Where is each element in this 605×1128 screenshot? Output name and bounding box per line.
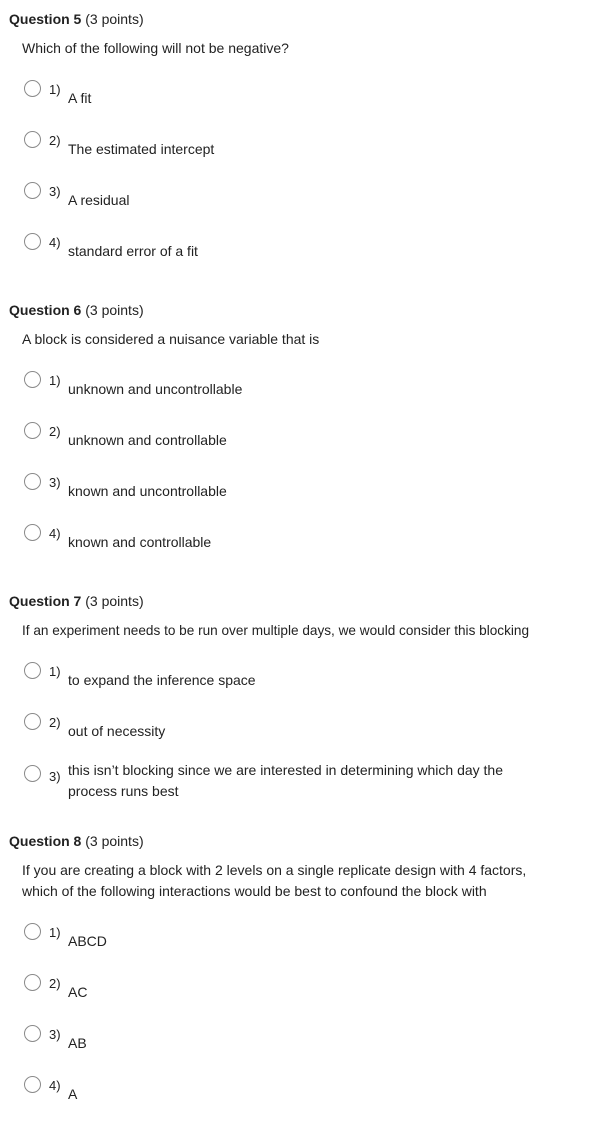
option-label: standard error of a fit bbox=[68, 243, 198, 259]
option-number: 3) bbox=[49, 184, 61, 199]
option-label: AB bbox=[68, 1035, 87, 1051]
question-title: Question 7 bbox=[9, 593, 82, 609]
radio-button[interactable] bbox=[24, 662, 41, 679]
question-prompt: A block is considered a nuisance variable that is bbox=[22, 331, 320, 347]
question-points: (3 points) bbox=[85, 302, 144, 318]
radio-button[interactable] bbox=[24, 524, 41, 541]
option-number: 1) bbox=[49, 925, 61, 940]
option-label: unknown and controllable bbox=[68, 432, 227, 448]
option-number: 4) bbox=[49, 235, 61, 250]
option-label: out of necessity bbox=[68, 723, 166, 739]
answer-option[interactable] bbox=[24, 524, 584, 564]
radio-button[interactable] bbox=[24, 765, 41, 782]
option-number: 2) bbox=[49, 976, 61, 991]
option-label: A fit bbox=[68, 90, 92, 106]
radio-button[interactable] bbox=[24, 182, 41, 199]
answer-option[interactable] bbox=[24, 233, 584, 273]
option-label: known and controllable bbox=[68, 534, 212, 550]
radio-button[interactable] bbox=[24, 371, 41, 388]
question-title: Question 8 bbox=[9, 833, 82, 849]
option-number: 2) bbox=[49, 424, 61, 439]
radio-button[interactable] bbox=[24, 1025, 41, 1042]
radio-button[interactable] bbox=[24, 1076, 41, 1093]
option-number: 1) bbox=[49, 82, 61, 97]
option-label: this isn’t blocking since we are interested in determining which day the process runs best bbox=[68, 762, 504, 799]
question-points: (3 points) bbox=[85, 833, 144, 849]
option-number: 3) bbox=[49, 769, 61, 784]
question-title: Question 6 bbox=[9, 302, 82, 318]
radio-button[interactable] bbox=[24, 131, 41, 148]
question-header bbox=[9, 593, 144, 609]
option-label: ABCD bbox=[68, 933, 107, 949]
answer-option[interactable] bbox=[24, 473, 584, 513]
radio-button[interactable] bbox=[24, 422, 41, 439]
answer-option[interactable] bbox=[24, 662, 584, 702]
option-number: 4) bbox=[49, 1078, 61, 1093]
answer-option[interactable] bbox=[24, 80, 584, 120]
radio-button[interactable] bbox=[24, 713, 41, 730]
radio-button[interactable] bbox=[24, 974, 41, 991]
question-title: Question 5 bbox=[9, 11, 82, 27]
option-label: to expand the inference space bbox=[68, 672, 256, 688]
radio-button[interactable] bbox=[24, 233, 41, 250]
answer-option[interactable] bbox=[24, 713, 584, 753]
answer-option[interactable] bbox=[24, 131, 584, 171]
question-prompt: Which of the following will not be negative? bbox=[22, 40, 289, 56]
radio-button[interactable] bbox=[24, 473, 41, 490]
option-number: 2) bbox=[49, 133, 61, 148]
answer-option[interactable] bbox=[24, 422, 584, 462]
option-label: A residual bbox=[68, 192, 130, 208]
question-header bbox=[9, 11, 144, 27]
answer-option[interactable] bbox=[24, 923, 584, 963]
option-label: known and uncontrollable bbox=[68, 483, 227, 499]
question-prompt: If an experiment needs to be run over multiple days, we would consider this blocking bbox=[22, 623, 530, 638]
question-prompt: If you are creating a block with 2 levels on a single replicate design with 4 factors, which of the following interactions would be best to confound the block with bbox=[22, 862, 527, 899]
option-label: AC bbox=[68, 984, 88, 1000]
option-number: 1) bbox=[49, 373, 61, 388]
option-number: 3) bbox=[49, 475, 61, 490]
question-header bbox=[9, 302, 144, 318]
option-label: The estimated intercept bbox=[68, 141, 215, 157]
option-label: A bbox=[68, 1086, 78, 1102]
option-number: 4) bbox=[49, 526, 61, 541]
answer-option[interactable] bbox=[24, 974, 584, 1014]
radio-button[interactable] bbox=[24, 923, 41, 940]
option-number: 2) bbox=[49, 715, 61, 730]
option-number: 1) bbox=[49, 664, 61, 679]
option-label: unknown and uncontrollable bbox=[68, 381, 243, 397]
answer-option[interactable] bbox=[24, 371, 584, 411]
question-header bbox=[9, 833, 144, 849]
answer-option[interactable] bbox=[24, 1076, 584, 1116]
answer-option[interactable] bbox=[24, 762, 584, 815]
question-points: (3 points) bbox=[85, 593, 144, 609]
answer-option[interactable] bbox=[24, 182, 584, 222]
question-points: (3 points) bbox=[85, 11, 144, 27]
option-number: 3) bbox=[49, 1027, 61, 1042]
radio-button[interactable] bbox=[24, 80, 41, 97]
answer-option[interactable] bbox=[24, 1025, 584, 1065]
